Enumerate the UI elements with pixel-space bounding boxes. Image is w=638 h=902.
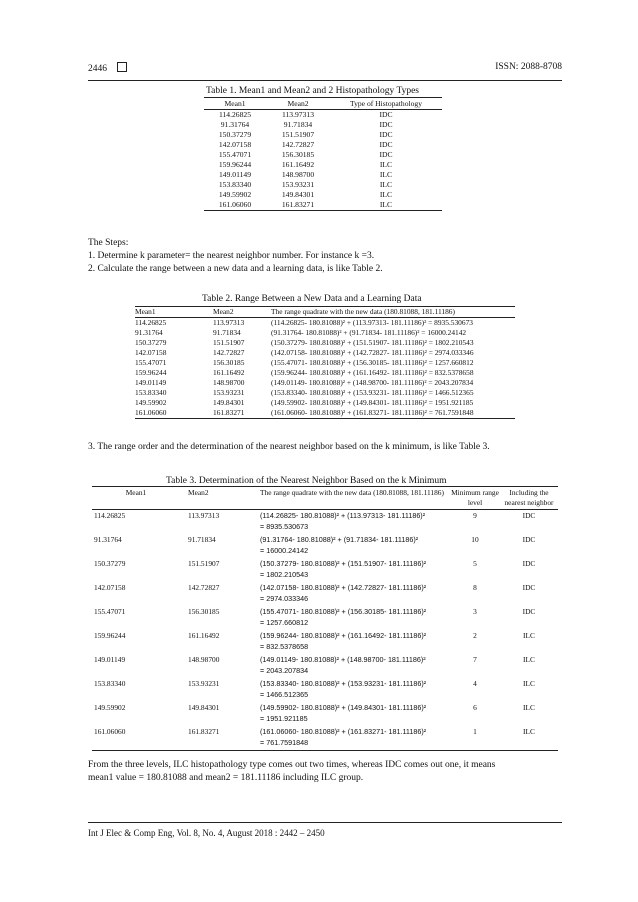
table2 (135, 306, 515, 419)
table-row (135, 348, 515, 358)
table1-cell-type: IDC (379, 140, 393, 149)
table3-cell-range (260, 510, 450, 535)
table1-cell-mean1: 149.59902 (218, 190, 252, 199)
table-row (92, 558, 558, 582)
table3-cell-mean2: 151.51907 (188, 559, 220, 568)
table2-cell-mean1: 91.31764 (135, 328, 163, 337)
table-row (204, 150, 442, 160)
table-row (204, 140, 442, 150)
table1-cell-mean1: 149.01149 (219, 170, 251, 179)
table-row (92, 510, 558, 535)
table3-cell-range (260, 678, 450, 702)
table2-cell-mean1: 114.26825 (135, 318, 167, 327)
table3-range-expression: (91.31764- 180.81088)² + (91.71834- 181.11186)² (260, 535, 419, 544)
step-3: 3. The range order and the determination of the nearest neighbor based on the k minimum, is like Table 3. (88, 442, 490, 452)
table3-range-result: = 2974.033346 (260, 594, 309, 603)
page-header-left (88, 62, 127, 74)
table3-cell-level: 1 (450, 726, 500, 751)
table3-cell-range (260, 582, 450, 606)
footer-divider (88, 822, 562, 823)
table1-cell-mean1: 150.37279 (218, 130, 252, 139)
table3-col-header: Including the nearest neighbor (500, 487, 558, 510)
table-row (92, 534, 558, 558)
table3-range-expression: (161.06060- 180.81088)² + (161.83271- 181.11186)² (260, 727, 427, 736)
table3-cell-neighbor: IDC (522, 535, 536, 544)
table3-cell-mean2: 153.93231 (188, 679, 220, 688)
table3-cell-mean1: 91.31764 (94, 535, 122, 544)
table1-col-header: Mean1 (204, 98, 266, 110)
conclusion-line-2: mean1 value = 180.81088 and mean2 = 181.11186 including ILC group. (88, 773, 364, 783)
table1-cell-type: IDC (379, 130, 393, 139)
table2-cell-mean1: 150.37279 (135, 338, 167, 347)
table2-cell-range: (114.26825- 180.81088)² + (113.97313- 181.11186)² = 8935.530673 (271, 318, 473, 327)
table3-cell-mean2: 148.98700 (188, 655, 220, 664)
table-row (204, 110, 442, 121)
table3-cell-neighbor: IDC (522, 511, 536, 520)
table3-cell-range (260, 630, 450, 654)
table1-cell-mean2: 142.72827 (281, 140, 315, 149)
table3-range-result: = 1802.210543 (260, 570, 309, 579)
table-row (135, 328, 515, 338)
step-2: 2. Calculate the range between a new data and a learning data, is like Table 2. (88, 264, 383, 274)
table-row (204, 180, 442, 190)
footer-citation: Int J Elec & Comp Eng, Vol. 8, No. 4, August 2018 : 2442 – 2450 (88, 828, 325, 838)
table-row (92, 726, 558, 751)
table2-cell-range: (155.47071- 180.81088)² + (156.30185- 181.11186)² = 1257.660812 (271, 358, 474, 367)
table-row (135, 378, 515, 388)
table3-cell-mean1: 161.06060 (92, 726, 180, 751)
table3-cell-range (260, 702, 450, 726)
table2-caption: Table 2. Range Between a New Data and a Learning Data (202, 294, 422, 304)
table3-cell-level: 5 (473, 559, 477, 568)
table1-cell-mean1: 159.96244 (218, 160, 252, 169)
table2-cell-mean2: 148.98700 (213, 378, 245, 387)
square-icon (117, 62, 127, 72)
table2-cell-mean1: 153.83340 (135, 388, 167, 397)
table1-cell-mean2: 148.98700 (281, 170, 315, 179)
table3-cell-mean1: 150.37279 (94, 559, 126, 568)
table3-range-result: = 1951.921185 (260, 714, 308, 723)
table-row (204, 190, 442, 200)
table1-cell-mean2: 156.30185 (281, 150, 315, 159)
steps-title: The Steps: (88, 238, 129, 248)
table3-range-expression: (114.26825- 180.81088)² + (113.97313- 181.11186)² (260, 511, 426, 520)
table3-cell-level: 8 (473, 583, 477, 592)
table3-cell-level: 10 (471, 535, 479, 544)
table2-col-header: The range quadrate with the new data (180.81088, 181.11186) (271, 307, 515, 318)
table3-cell-neighbor: IDC (522, 607, 536, 616)
table1-caption: Table 1. Mean1 and Mean2 and 2 Histopathology Types (206, 86, 419, 96)
table3-cell-level: 6 (473, 703, 477, 712)
table2-cell-range: (149.59902- 180.81088)² + (149.84301- 181.11186)² = 1951.921185 (271, 398, 474, 407)
conclusion-line-1: From the three levels, ILC histopathology type comes out two times, whereas IDC comes out one, it means (88, 760, 496, 770)
table3-cell-neighbor: IDC (522, 559, 536, 568)
table3-col-header: Mean2 (180, 487, 260, 510)
table3-range-result: = 16000.24142 (260, 546, 309, 555)
table3-caption: Table 3. Determination of the Nearest Neighbor Based on the k Minimum (166, 476, 447, 486)
table3-range-expression: (149.59902- 180.81088)² + (149.84301- 181.11186)² (260, 703, 427, 712)
table2-cell-mean1: 149.59902 (135, 398, 167, 407)
table1-cell-mean1: 155.47071 (218, 150, 252, 159)
table3-cell-level: 9 (473, 511, 477, 520)
table-row (135, 388, 515, 398)
table2-cell-mean2: 153.93231 (213, 388, 245, 397)
table3-col-header: The range quadrate with the new data (180.81088, 181.11186) (260, 487, 450, 510)
table3-cell-mean2: 149.84301 (188, 703, 220, 712)
table3-cell-level: 7 (473, 655, 477, 664)
table-row (135, 338, 515, 348)
table3-cell-neighbor: ILC (523, 703, 535, 712)
table-row (135, 408, 515, 419)
table1-cell-mean1: 153.83340 (218, 180, 252, 189)
table-row (135, 368, 515, 378)
table3-range-expression: (155.47071- 180.81088)² + (156.30185- 181.11186)² (260, 607, 427, 616)
table3-range-result: = 1257.660812 (260, 618, 309, 627)
table1-cell-mean1: 161.06060 (204, 200, 266, 211)
page-number: 2446 (88, 64, 107, 74)
step-1: 1. Determine k parameter= the nearest neighbor number. For instance k =3. (88, 251, 375, 261)
table-row (204, 200, 442, 211)
table3-cell-mean1: 149.01149 (94, 655, 126, 664)
table1-cell-type: ILC (379, 180, 393, 189)
table1-cell-type: IDC (379, 120, 393, 129)
table1-cell-type: ILC (330, 200, 442, 211)
table1-col-header: Mean2 (266, 98, 330, 110)
table-row (92, 678, 558, 702)
table2-cell-range: (142.07158- 180.81088)² + (142.72827- 181.11186)² = 2974.033346 (271, 348, 474, 357)
table-row (135, 358, 515, 368)
table3-range-result: = 761.7591848 (260, 738, 309, 747)
table3-cell-mean2: 142.72827 (188, 583, 220, 592)
table-row (135, 398, 515, 408)
table3-cell-mean1: 155.47071 (94, 607, 126, 616)
table3-range-result: = 832.5378658 (260, 642, 309, 651)
table3-cell-neighbor: ILC (523, 679, 535, 688)
table3-cell-range (260, 654, 450, 678)
table2-cell-mean2: 161.83271 (213, 408, 271, 419)
table3-cell-range (260, 534, 450, 558)
table3-range-result: = 1466.512365 (260, 690, 309, 699)
table3-cell-mean1: 142.07158 (94, 583, 126, 592)
issn: ISSN: 2088-8708 (495, 62, 562, 72)
table3-range-expression: (149.01149- 180.81088)² + (148.98700- 181.11186)² (260, 655, 426, 664)
table2-cell-mean2: 113.97313 (213, 318, 245, 327)
table-row (92, 630, 558, 654)
table1-cell-mean1: 142.07158 (218, 140, 252, 149)
table2-cell-range: (91.31764- 180.81088)² + (91.71834- 181.11186)² = 16000.24142 (271, 328, 467, 337)
table1-cell-mean2: 161.83271 (266, 200, 330, 211)
table3-col-header: Mean1 (92, 487, 180, 510)
table1-cell-mean2: 91.71834 (283, 120, 313, 129)
table-row (92, 654, 558, 678)
table3 (92, 486, 558, 751)
table3-cell-mean2: 161.16492 (188, 631, 220, 640)
table1-cell-mean1: 91.31764 (220, 120, 250, 129)
table3-cell-range (260, 558, 450, 582)
table2-cell-mean2: 142.72827 (213, 348, 245, 357)
table2-cell-mean2: 149.84301 (213, 398, 245, 407)
table2-cell-mean1: 155.47071 (135, 358, 167, 367)
table3-range-result: = 2043.207834 (260, 666, 309, 675)
table3-cell-mean2: 91.71834 (188, 535, 216, 544)
table2-cell-mean2: 156.30185 (213, 358, 245, 367)
table-row (92, 606, 558, 630)
table1-col-header: Type of Histopathology (330, 98, 442, 110)
table3-range-result: = 8935.530673 (260, 522, 309, 531)
table1-cell-mean2: 153.93231 (281, 180, 315, 189)
table3-cell-level: 3 (473, 607, 477, 616)
table2-col-header: Mean1 (135, 307, 213, 318)
table1-cell-mean2: 151.51907 (281, 130, 315, 139)
table2-cell-range: (149.01149- 180.81088)² + (148.98700- 181.11186)² = 2043.207834 (271, 378, 474, 387)
table3-cell-level: 2 (473, 631, 477, 640)
table2-cell-mean2: 151.51907 (213, 338, 245, 347)
table2-cell-mean1: 149.01149 (135, 378, 167, 387)
table3-cell-neighbor: ILC (523, 655, 535, 664)
table2-cell-mean1: 142.07158 (135, 348, 167, 357)
table-row (204, 130, 442, 140)
table2-cell-range: (150.37279- 180.81088)² + (151.51907- 181.11186)² = 1802.210543 (271, 338, 474, 347)
table2-col-header: Mean2 (213, 307, 271, 318)
table-row (135, 318, 515, 329)
table1 (204, 97, 442, 211)
table3-cell-mean2: 161.83271 (180, 726, 260, 751)
table1-cell-mean2: 113.97313 (282, 110, 314, 119)
table2-cell-range: (159.96244- 180.81088)² + (161.16492- 181.11186)² = 832.5378658 (271, 368, 474, 377)
table3-range-expression: (150.37279- 180.81088)² + (151.51907- 181.11186)² (260, 559, 427, 568)
header-divider (88, 80, 562, 81)
table1-cell-type: ILC (379, 160, 393, 169)
table3-range-expression: (153.83340- 180.81088)² + (153.93231- 181.11186)² (260, 679, 427, 688)
table1-cell-mean2: 161.16492 (281, 160, 315, 169)
table1-cell-type: IDC (379, 150, 393, 159)
table3-cell-mean1: 149.59902 (94, 703, 126, 712)
table3-cell-mean1: 159.96244 (94, 631, 126, 640)
table3-cell-neighbor: ILC (523, 631, 535, 640)
table3-cell-mean2: 113.97313 (188, 511, 220, 520)
table3-cell-neighbor: IDC (522, 583, 536, 592)
table-row (204, 160, 442, 170)
table3-cell-mean2: 156.30185 (188, 607, 220, 616)
table3-cell-neighbor: ILC (500, 726, 558, 751)
table3-cell-level: 4 (473, 679, 477, 688)
table3-range-expression: (142.07158- 180.81088)² + (142.72827- 181.11186)² (260, 583, 427, 592)
table3-cell-mean1: 153.83340 (94, 679, 126, 688)
table2-cell-mean2: 91.71834 (213, 328, 241, 337)
table2-cell-mean1: 159.96244 (135, 368, 167, 377)
table-row (92, 702, 558, 726)
table1-cell-mean2: 149.84301 (281, 190, 315, 199)
table3-cell-range (260, 726, 450, 751)
table1-cell-type: ILC (379, 170, 393, 179)
table2-cell-range: (161.06060- 180.81088)² + (161.83271- 181.11186)² = 761.7591848 (271, 408, 515, 419)
table-row (204, 170, 442, 180)
table3-cell-mean1: 114.26825 (94, 511, 126, 520)
table2-cell-mean2: 161.16492 (213, 368, 245, 377)
table3-cell-range (260, 606, 450, 630)
table2-cell-range: (153.83340- 180.81088)² + (153.93231- 181.11186)² = 1466.512365 (271, 388, 474, 397)
table2-cell-mean1: 161.06060 (135, 408, 213, 419)
table3-range-expression: (159.96244- 180.81088)² + (161.16492- 181.11186)² (260, 631, 427, 640)
table3-col-header: Minimum range level (450, 487, 500, 510)
table1-cell-mean1: 114.26825 (219, 110, 251, 119)
table-row (92, 582, 558, 606)
table-row (204, 120, 442, 130)
table1-cell-type: IDC (379, 110, 393, 119)
table1-cell-type: ILC (379, 190, 393, 199)
